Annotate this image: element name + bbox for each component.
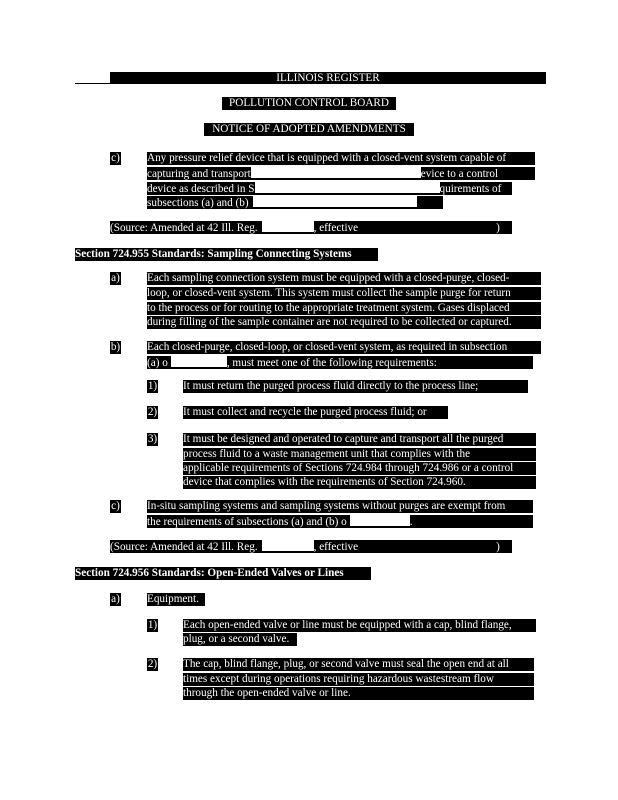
para-c-line-2a: capturing and transport [147, 168, 251, 180]
source-2-prefix: (Source: Amended at 42 Ill. Reg. [110, 541, 258, 553]
source-1-effective: , effective [313, 222, 359, 234]
s955-c-line-1: In-situ sampling systems and sampling systems without purges are exempt from [147, 500, 533, 513]
source-2-close: ) [496, 541, 500, 553]
source-note-1 [110, 221, 512, 234]
header-register-bar [110, 72, 546, 84]
s956-a-label: Equipment. [147, 593, 205, 606]
s955-item-3-line-2: process fluid to a waste management unit that complies with the [183, 448, 536, 461]
s955-c-line-2 [147, 515, 533, 528]
s956-item-1-line-2: plug, or a second valve. [183, 633, 297, 646]
s956-item-1-marker: 1) [147, 619, 158, 631]
s955-a-line-2: loop, or closed-vent system. This system must collect the sample purge for return [147, 287, 541, 300]
redaction [171, 356, 227, 367]
redaction [262, 221, 314, 232]
s955-a-marker: a) [111, 272, 120, 284]
para-c-line-4-text: subsections (a) and (b) [147, 197, 249, 209]
s955-b-marker: b) [110, 341, 121, 353]
source-1-prefix: (Source: Amended at 42 Ill. Reg. [110, 222, 258, 234]
s955-item-1-marker: 1) [147, 380, 158, 392]
s956-item-2-line-2: times except during operations requiring hazardous wastestream flow [183, 673, 534, 686]
s955-item-2-marker: 2) [147, 406, 158, 418]
redaction [255, 182, 440, 193]
s955-c-marker: c) [111, 500, 120, 512]
para-c-line-3 [147, 182, 512, 195]
section-956-heading: Section 724.956 Standards: Open-Ended Valves or Lines [75, 567, 371, 580]
s955-b-line-1: Each closed-purge, closed-loop, or closed-vent system, as required in subsection [147, 341, 541, 354]
source-1-close: ) [496, 222, 500, 234]
para-c-line-1: Any pressure relief device that is equipped with a closed-vent system capable of [147, 152, 535, 165]
s955-item-2: It must collect and recycle the purged process fluid; or [183, 406, 448, 419]
s956-item-2-marker: 2) [147, 658, 158, 670]
s955-item-3-line-3: applicable requirements of Sections 724.984 through 724.986 or a control [183, 462, 536, 475]
board-title: POLLUTION CONTROL BOARD [222, 97, 396, 110]
redaction [253, 196, 417, 207]
s955-item-1: It must return the purged process fluid directly to the process line; [183, 380, 528, 393]
para-c-line-3b: quirements of [439, 183, 502, 195]
redaction [350, 515, 410, 526]
para-c-marker: c) [111, 152, 120, 164]
s955-item-3-line-4: device that complies with the requirements of Section 724.960. [183, 476, 536, 489]
register-title: ILLINOIS REGISTER [276, 72, 380, 84]
s955-b-line-2a: (a) o [147, 357, 168, 369]
s955-a-line-4: during filling of the sample container are not required to be collected or captured. [147, 316, 541, 329]
s956-item-2-line-3: through the open-ended valve or line. [183, 687, 534, 700]
s955-c-line-2-end: . [409, 516, 413, 528]
para-c-line-3a: device as described in S [147, 183, 255, 195]
notice-title: NOTICE OF ADOPTED AMENDMENTS [204, 123, 414, 136]
s955-b-line-2b: , must meet one of the following requirements: [226, 357, 437, 369]
source-2-effective: , effective [313, 541, 359, 553]
para-c-line-2 [147, 167, 535, 180]
s955-item-3-marker: 3) [147, 433, 158, 445]
para-c-line-2b: evice to a control [420, 168, 499, 180]
s956-item-2-line-1: The cap, blind flange, plug, or second valve must seal the open end at all [183, 658, 534, 671]
s955-a-line-3: to the process or for routing to the appropriate treatment system. Gases displaced [147, 302, 541, 315]
s955-item-3-line-1: It must be designed and operated to capture and transport all the purged [183, 433, 536, 446]
redaction [262, 540, 314, 551]
s956-a-marker: a) [111, 593, 120, 605]
s955-b-line-2 [147, 356, 533, 369]
para-c-line-4 [147, 196, 443, 209]
redaction [251, 167, 421, 178]
section-955-heading: Section 724.955 Standards: Sampling Connecting Systems [75, 248, 378, 261]
source-note-2 [110, 540, 512, 553]
s956-item-1-line-1: Each open-ended valve or line must be equipped with a cap, blind flange, [183, 619, 536, 632]
s955-c-line-2a: the requirements of subsections (a) and (b) o [147, 516, 347, 528]
header-rule-left [75, 83, 110, 84]
s955-a-line-1: Each sampling connection system must be equipped with a closed-purge, closed- [147, 272, 541, 285]
